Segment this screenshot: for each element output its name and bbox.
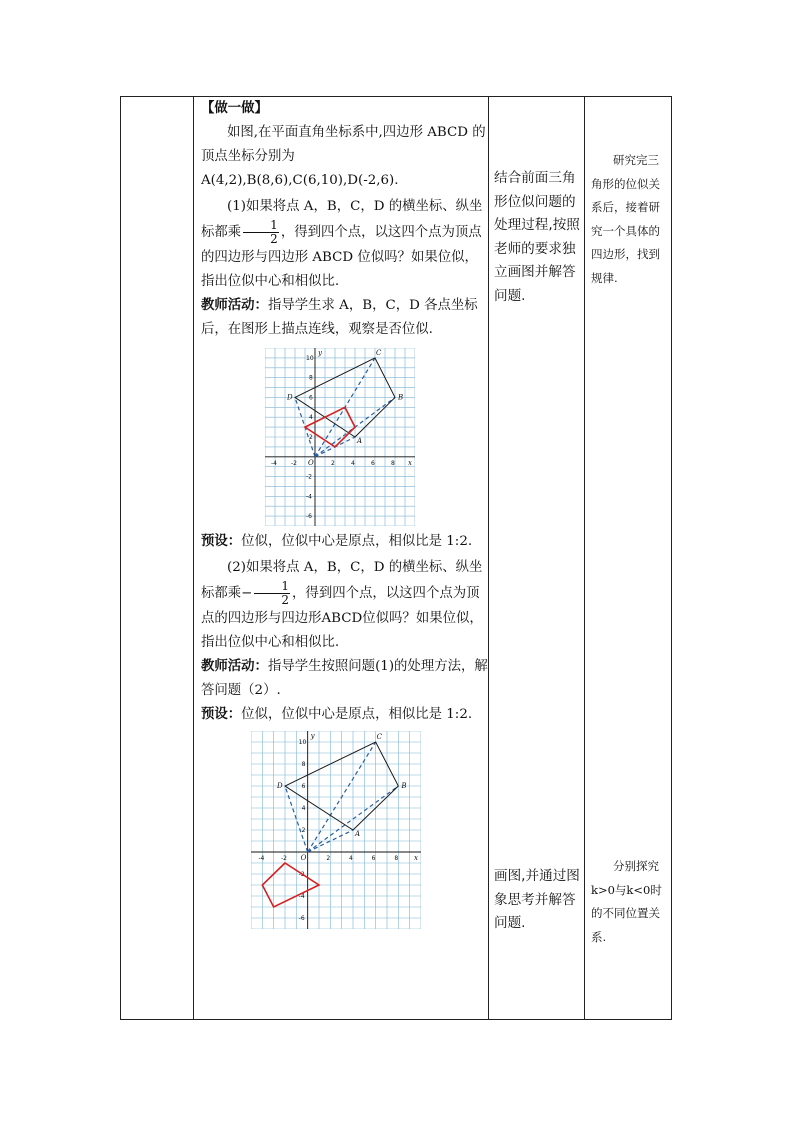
y-tick-label: 10 bbox=[298, 739, 307, 746]
y-tick-label: 8 bbox=[301, 761, 306, 768]
y-tick-label: 10 bbox=[306, 354, 314, 362]
vertex-label-c: C bbox=[376, 348, 382, 357]
origin-label: O bbox=[308, 458, 314, 467]
fraction-numerator: 1 bbox=[254, 580, 290, 594]
question-1-text-continued: ，得到四个点，以这四个点为顶点的四边形与四边形 ABCD 位似吗？如果位似，指出位似中心和相似比. bbox=[201, 225, 482, 289]
vertex-label-a: A bbox=[355, 830, 361, 838]
question-1 bbox=[201, 195, 488, 294]
minus-sign: − bbox=[241, 586, 253, 601]
x-axis-label: x bbox=[414, 854, 418, 862]
vertex-label-b: B bbox=[398, 393, 404, 402]
design-intent-1: 研究完三角形的位似关系后，接着研究一个具体的四边形，找到规律. bbox=[591, 153, 660, 285]
column-divider bbox=[193, 97, 194, 1019]
question-2 bbox=[201, 556, 488, 655]
x-tick-label: 6 bbox=[371, 855, 376, 862]
y-tick-label: -6 bbox=[298, 915, 305, 922]
section-heading: 【做一做】 bbox=[201, 101, 268, 116]
x-tick-label: 2 bbox=[331, 459, 335, 467]
preset-label: 预设： bbox=[201, 707, 242, 722]
y-axis-label: y bbox=[310, 732, 315, 740]
fraction-denominator: 2 bbox=[281, 593, 290, 607]
x-tick-label: -4 bbox=[258, 855, 265, 862]
fraction-one-half bbox=[254, 580, 290, 607]
vertex-label-c: C bbox=[376, 733, 383, 741]
teacher-activity-2 bbox=[201, 655, 488, 703]
intro-paragraph: 如图,在平面直角坐标系中,四边形 ABCD 的顶点坐标分别为A(4,2),B(8,6),C(6,10),D(-2,6). bbox=[201, 125, 486, 188]
teacher-activity-text: 指导学生按照问题(1)的处理方法，解答问题（2）. bbox=[201, 659, 488, 698]
column-divider bbox=[488, 97, 489, 1019]
question-1-text: (1)如果将点 A，B，C，D 的横坐标、纵坐标都乘 bbox=[201, 199, 483, 240]
y-axis-label: y bbox=[318, 349, 322, 357]
question-2-text: (2)如果将点 A，B，C，D 的横坐标、纵坐标都乘 bbox=[201, 560, 483, 601]
x-tick-label: -2 bbox=[281, 855, 287, 862]
y-tick-label: 4 bbox=[301, 805, 306, 812]
y-tick-label: -2 bbox=[306, 473, 312, 481]
preset-text: 位似，位似中心是原点，相似比是 1:2. bbox=[241, 707, 473, 722]
activity-column bbox=[201, 97, 488, 929]
x-tick-label: 4 bbox=[349, 855, 353, 862]
student-activity-1: 结合前面三角形位似问题的处理过程,按照老师的要求独立画图并解答问题. bbox=[494, 170, 580, 304]
teacher-activity-1 bbox=[201, 294, 488, 342]
x-tick-label: 6 bbox=[371, 459, 375, 467]
coordinate-figure-1 bbox=[265, 348, 415, 526]
y-tick-label: 6 bbox=[301, 783, 306, 790]
y-tick-label: 4 bbox=[309, 414, 313, 422]
origin-label: O bbox=[300, 854, 307, 862]
fraction-one-half bbox=[243, 219, 279, 246]
x-tick-label: 4 bbox=[351, 459, 355, 467]
x-tick-label: 8 bbox=[391, 459, 395, 467]
preset-1 bbox=[201, 530, 488, 554]
y-tick-label: -6 bbox=[306, 513, 312, 521]
vertex-label-d: D bbox=[277, 782, 283, 790]
column-divider bbox=[584, 97, 585, 1019]
y-tick-label: -4 bbox=[298, 893, 305, 900]
y-tick-label: 2 bbox=[309, 434, 313, 441]
preset-label: 预设： bbox=[201, 534, 242, 549]
y-tick-label: 2 bbox=[301, 827, 306, 834]
teacher-activity-text: 指导学生求 A，B，C，D 各点坐标后，在图形上描点连线，观察是否位似. bbox=[201, 298, 478, 337]
x-tick-label: 2 bbox=[326, 855, 331, 862]
vertex-label-a: A bbox=[357, 437, 363, 445]
vertex-label-b: B bbox=[401, 782, 407, 790]
y-tick-label: -2 bbox=[298, 871, 305, 878]
teacher-activity-label: 教师活动： bbox=[201, 659, 268, 674]
y-tick-label: -4 bbox=[306, 493, 312, 501]
fraction-denominator: 2 bbox=[270, 232, 278, 246]
x-tick-label: 8 bbox=[394, 855, 399, 862]
lesson-table bbox=[120, 96, 672, 1020]
coordinate-figure-2 bbox=[251, 731, 421, 929]
x-tick-label: -4 bbox=[271, 459, 277, 467]
y-tick-label: 8 bbox=[309, 374, 313, 382]
preset-text: 位似，位似中心是原点，相似比是 1:2. bbox=[241, 534, 473, 549]
design-intent-2: 分别探究k>0与k<0时的不同位置关系. bbox=[591, 859, 662, 944]
fraction-numerator: 1 bbox=[243, 219, 279, 233]
x-tick-label: -2 bbox=[291, 459, 297, 467]
preset-2 bbox=[201, 703, 488, 727]
student-activity-2: 画图,并通过图象思考并解答问题. bbox=[494, 868, 580, 931]
y-tick-label: 6 bbox=[309, 394, 313, 402]
question-2-text-continued: ，得到四个点，以这四个点为顶点的四边形与四边形ABCD位似吗？如果位似，指出位似中心和相似比. bbox=[201, 586, 483, 650]
vertex-label-d: D bbox=[287, 393, 293, 402]
teacher-activity-label: 教师活动： bbox=[201, 298, 268, 313]
x-axis-label: x bbox=[408, 458, 412, 467]
